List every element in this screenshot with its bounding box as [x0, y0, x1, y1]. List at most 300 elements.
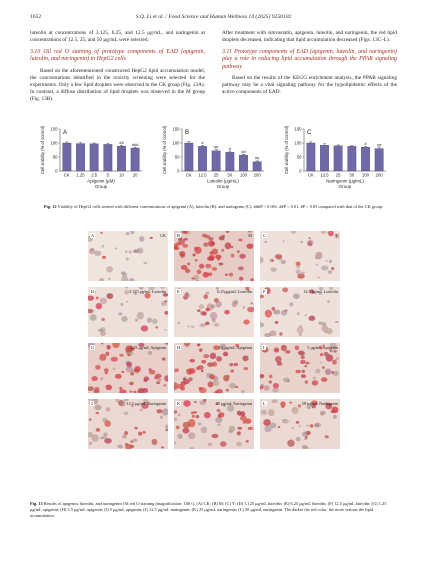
cell — [298, 425, 301, 427]
cell — [162, 357, 166, 360]
cell — [313, 377, 316, 380]
micrograph-image — [174, 343, 254, 393]
micrograph-image — [88, 343, 168, 393]
bar — [63, 143, 71, 171]
bar — [131, 148, 139, 171]
cell — [298, 404, 301, 407]
cell — [246, 440, 249, 443]
figure-label: Fig. 13 — [30, 501, 43, 506]
cell — [322, 322, 327, 326]
cell — [291, 427, 294, 429]
panel-letter: D — [91, 289, 95, 294]
cell — [164, 329, 166, 331]
cell — [225, 274, 229, 276]
cell — [248, 427, 252, 430]
cell — [199, 304, 204, 309]
cell — [106, 293, 113, 299]
cell — [323, 352, 328, 356]
panel-letter: G — [91, 345, 95, 350]
cell — [195, 259, 198, 261]
cell — [201, 360, 206, 364]
cell — [307, 431, 311, 435]
panel-condition-label: 2.5 μg/mL Apigenin — [218, 345, 252, 350]
cell — [126, 257, 129, 260]
cell — [299, 333, 302, 336]
x-tick-label: 200 — [375, 172, 383, 178]
paragraph: After treatment with simvastatin, apigenin, luteolin, and naringenin, the red lipid droplets decreased, indicating that lipid accumulation decreased (Figs. 13C–L). — [222, 30, 397, 44]
cell — [141, 325, 148, 331]
cell — [273, 310, 280, 315]
micrograph-image — [260, 231, 340, 281]
bar-chart-B — [160, 123, 272, 195]
cell — [241, 390, 244, 393]
cell — [322, 366, 325, 369]
cell — [197, 309, 201, 312]
caption-text: Viability of HepG2 cells treated with different concentrations of apigenin (A), luteolin (B), and naringenin (C). ###P < 0.001, ##P < 0.01, #P < 0.05 compared with that of the CK group. — [56, 204, 384, 209]
significance-marker: ### — [131, 142, 139, 147]
cell — [295, 370, 301, 374]
cell — [155, 326, 158, 328]
cell — [307, 406, 311, 410]
cell — [199, 323, 206, 327]
significance-marker: # — [201, 140, 204, 146]
cell — [296, 261, 301, 266]
panel-condition-label: 25 μg/mL Naringenin — [215, 401, 252, 406]
cell — [176, 426, 180, 430]
cell — [269, 375, 273, 379]
cell — [89, 418, 92, 420]
cell — [269, 380, 272, 383]
cell — [275, 321, 279, 324]
y-tick-label: 100 — [50, 140, 58, 146]
cell — [208, 240, 214, 247]
cell — [102, 245, 105, 248]
cell — [94, 250, 101, 255]
cell — [211, 304, 215, 308]
cell — [275, 254, 283, 259]
cell — [307, 240, 313, 246]
micrograph-panel-A — [88, 231, 168, 281]
cell — [265, 310, 272, 318]
cell — [220, 441, 227, 447]
micrograph-image — [88, 287, 168, 337]
cell — [309, 316, 316, 321]
cell — [115, 374, 122, 379]
cell — [331, 410, 335, 413]
cell — [305, 314, 308, 316]
cell — [187, 262, 191, 265]
x-tick-label: 20 — [132, 172, 138, 178]
micrograph-image — [260, 287, 340, 337]
cell — [300, 360, 306, 364]
cell — [304, 365, 307, 367]
micrograph-image — [88, 231, 168, 281]
cell — [197, 344, 200, 346]
panel-condition-label: 12.5 μg/mL Luteolin — [303, 289, 338, 294]
cell — [94, 405, 101, 411]
cell — [321, 325, 328, 332]
cell — [243, 320, 249, 325]
cell — [113, 368, 116, 370]
cell — [90, 314, 97, 321]
y-axis-label: Cell viability (% of control) — [40, 125, 45, 175]
page-number: 1652 — [30, 14, 42, 20]
cell — [310, 424, 314, 428]
bar — [76, 144, 84, 171]
cell — [138, 432, 142, 436]
cell — [327, 300, 330, 303]
bar — [239, 155, 247, 171]
cell — [335, 321, 338, 323]
cell — [211, 434, 218, 438]
cell — [119, 387, 122, 390]
cell — [108, 277, 110, 280]
cell — [200, 400, 206, 405]
cell — [208, 381, 214, 387]
bar — [361, 147, 369, 171]
micrograph-panel-G — [88, 343, 168, 393]
cell — [126, 301, 129, 303]
panel-letter: H — [177, 345, 181, 350]
cell — [306, 425, 309, 427]
cell — [124, 431, 128, 435]
x-tick-label: 1.25 — [76, 172, 85, 178]
bar — [375, 149, 383, 171]
cell — [320, 353, 323, 356]
cell — [314, 422, 321, 427]
cell — [282, 287, 288, 292]
bar — [253, 162, 261, 171]
cell — [126, 366, 133, 372]
cell — [201, 426, 207, 433]
panel-letter: C — [263, 233, 267, 238]
x-tick-label: 25 — [335, 172, 341, 178]
cell — [239, 277, 243, 281]
cell — [317, 277, 320, 279]
cell — [120, 303, 123, 306]
cell — [187, 325, 190, 327]
y-tick-label: 0 — [177, 168, 180, 174]
cell — [111, 357, 118, 362]
section-heading: 3.11 Prototype components of EAD (apigenin, luteolin, and naringenin) play a role in reducing lipid accumulation through the PPAR signaling pathway — [222, 49, 397, 70]
cell — [121, 371, 124, 373]
cell — [188, 432, 195, 439]
cell — [212, 319, 216, 322]
cell — [192, 254, 195, 257]
cell — [281, 260, 286, 264]
cell — [333, 415, 337, 419]
cell — [268, 409, 275, 416]
bar — [90, 144, 98, 171]
cell — [100, 377, 103, 380]
cell — [224, 310, 230, 315]
cell — [121, 316, 127, 322]
cell — [304, 438, 307, 440]
cell — [331, 371, 334, 374]
y-tick-label: 0 — [55, 168, 58, 174]
cell — [208, 442, 212, 446]
cell — [237, 431, 241, 435]
y-axis-label: Cell viability (% of control) — [284, 125, 289, 175]
cell — [242, 306, 245, 309]
cell — [205, 308, 209, 312]
page-header — [30, 14, 397, 24]
cell — [238, 266, 244, 270]
cell — [287, 440, 294, 447]
x-tick-label: CK — [307, 172, 314, 178]
cell — [210, 312, 217, 320]
cell — [297, 312, 300, 315]
cell — [177, 434, 182, 439]
caption-text: Results of apigenin, luteolin, and naringenin Oil red O staining (magnification: 100×). (A) CK; (B) M; (C) Y; (D) 3.125 μg/mL luteolin; (E) 6.25 μg/mL luteolin; (F) 12.5 μg/mL luteolin; (G) 1.25 μg/mL apigenin; (H) 2.5 μg/mL apigenin; (I) 5 μg/mL apigenin; (J) 12.5 μg/mL naringenin; (K) 25 μg/mL naringenin; (L) 50 μg/mL naringenin. The darker the red color, the more serious the lipid accumulation. — [30, 501, 387, 519]
cell — [198, 365, 204, 370]
cell — [209, 255, 215, 261]
cell — [272, 399, 278, 403]
cell — [223, 352, 228, 357]
journal-citation: S.Q. Li et al. / Food Science and Human Wellness 14 (2025) 9250102 — [135, 14, 292, 20]
x-tick-label: 200 — [253, 172, 261, 178]
x-tick-label: CK — [63, 172, 70, 178]
cell — [205, 292, 209, 295]
cell — [107, 345, 111, 350]
cell — [198, 422, 202, 425]
significance-marker: # — [228, 145, 231, 151]
cell — [175, 368, 179, 371]
x-axis-group-label: Group — [216, 184, 230, 189]
cell — [243, 367, 248, 370]
cell — [312, 380, 319, 385]
cell — [163, 384, 166, 386]
y-tick-label: 100 — [294, 140, 302, 146]
cell — [96, 297, 99, 300]
micrograph-panel-E — [174, 287, 254, 337]
significance-marker: ## — [254, 155, 260, 161]
cell — [142, 431, 145, 434]
cell — [204, 412, 211, 418]
cell — [199, 348, 202, 352]
cell — [275, 356, 282, 363]
cell — [218, 263, 223, 266]
cell — [148, 351, 152, 355]
cell — [320, 411, 326, 415]
cell — [102, 256, 106, 259]
cell — [277, 362, 282, 366]
cell — [152, 319, 158, 324]
cell — [212, 381, 219, 386]
x-tick-label: 12.5 — [320, 172, 329, 178]
cell — [205, 235, 210, 239]
bar — [320, 145, 328, 171]
cell — [281, 405, 284, 408]
panel-letter: A — [63, 130, 68, 136]
significance-marker: ## — [376, 142, 382, 148]
cell — [214, 323, 220, 326]
cell — [100, 232, 103, 234]
cell — [124, 412, 129, 415]
cell — [199, 264, 204, 269]
y-axis-label: Cell viability (% of control) — [162, 125, 167, 175]
figure-13-caption — [30, 501, 397, 520]
panel-letter: B — [185, 130, 190, 136]
cell — [296, 269, 301, 274]
micrograph-panel-C — [260, 231, 340, 281]
paragraph: Based on the aforementioned constructed HepG2 lipid accumulation model, the concentrations identified in the toxicity screening were selected for the experiments. Only a few lipid droplets were observed in the CK group (Fig. 13A). In contrast, a diffuse distribution of lipid droplets was observed in the M group (Fig. 13B). — [30, 67, 205, 102]
micrograph-image — [174, 399, 254, 449]
panel-condition-label: 12.5 μg/mL Naringenin — [126, 401, 166, 406]
cell — [281, 310, 287, 316]
cell — [156, 409, 162, 413]
significance-marker: # — [364, 141, 367, 147]
cell — [315, 264, 318, 266]
cell — [216, 409, 220, 412]
x-axis-group-label: Group — [338, 184, 352, 189]
cell — [130, 445, 135, 448]
bar-chart-C — [282, 123, 394, 195]
cell — [236, 442, 242, 447]
cell — [139, 236, 144, 242]
micrograph-image — [260, 399, 340, 449]
bar — [198, 146, 206, 171]
cell — [106, 266, 113, 272]
cell — [205, 264, 211, 269]
cell — [95, 365, 101, 370]
cell — [182, 428, 189, 434]
cell — [160, 416, 163, 419]
x-axis-label: Luteolin (μg/mL) — [207, 178, 239, 184]
cell — [298, 351, 305, 356]
cell — [264, 385, 270, 390]
right-column — [222, 30, 397, 99]
cell — [99, 354, 106, 361]
cell — [126, 232, 130, 235]
cell — [332, 360, 337, 365]
bar — [104, 144, 112, 171]
cell — [137, 248, 143, 254]
cell — [246, 244, 253, 249]
cell — [98, 329, 103, 332]
micrograph-panel-J — [88, 399, 168, 449]
panel-condition-label: 6.25 μg/mL Luteolin — [217, 289, 252, 294]
panel-condition-label: CK — [160, 233, 166, 238]
cell — [270, 422, 277, 428]
cell — [261, 410, 267, 415]
significance-marker: ## — [241, 149, 246, 154]
cell — [289, 402, 292, 404]
cell — [122, 435, 127, 439]
cell — [328, 270, 332, 274]
cell — [91, 376, 97, 381]
micrograph-background — [260, 343, 340, 393]
significance-marker: ## — [119, 140, 124, 146]
cell — [183, 379, 190, 384]
x-tick-label: 50 — [227, 172, 233, 178]
cell — [230, 370, 234, 373]
cell — [283, 378, 290, 383]
cell — [279, 332, 282, 335]
cell — [209, 374, 215, 380]
cell — [203, 272, 209, 278]
cell — [186, 368, 193, 374]
cell — [203, 294, 208, 299]
cell — [327, 232, 330, 234]
cell — [296, 437, 301, 441]
cell — [105, 420, 111, 427]
y-tick-label: 150 — [294, 126, 302, 132]
cell — [293, 293, 300, 299]
figure-label: Fig. 12 — [43, 204, 57, 209]
cell — [315, 252, 322, 260]
cell — [184, 293, 191, 298]
cell — [321, 265, 328, 270]
bar — [212, 151, 220, 171]
cell — [242, 355, 248, 361]
cell — [301, 374, 306, 378]
cell — [233, 363, 238, 366]
cell — [194, 401, 196, 403]
x-tick-label: 12.5 — [198, 172, 207, 178]
panel-condition-label: Y — [334, 233, 338, 238]
cell — [195, 247, 202, 254]
cell — [229, 426, 235, 432]
left-column — [30, 30, 205, 106]
cell — [152, 439, 158, 445]
cell — [177, 322, 180, 325]
cell — [216, 356, 222, 362]
cell — [105, 352, 109, 356]
y-tick-label: 50 — [296, 154, 302, 160]
bar — [307, 143, 315, 171]
cell — [199, 387, 206, 393]
cell — [135, 318, 138, 321]
cell — [295, 346, 300, 351]
cell — [289, 302, 293, 306]
bar — [334, 146, 342, 171]
cell — [178, 238, 185, 245]
cell — [301, 370, 305, 373]
cell — [221, 249, 224, 252]
cell — [215, 417, 222, 423]
cell — [223, 375, 229, 382]
cell — [197, 270, 202, 275]
cell — [161, 446, 164, 448]
micrograph-panel-D — [88, 287, 168, 337]
cell — [324, 435, 328, 438]
micrograph-panel-L — [260, 399, 340, 449]
cell — [331, 267, 334, 270]
section-heading: 3.10 Oil red O staining of prototype components of EAD (apigenin, luteolin, and naringenin) in HepG2 cells — [30, 49, 205, 63]
cell — [216, 301, 222, 308]
cell — [143, 262, 147, 264]
cell — [90, 248, 95, 251]
cell — [212, 267, 217, 271]
figure-12-charts — [30, 123, 397, 195]
cell — [129, 251, 132, 254]
cell — [325, 368, 332, 375]
y-tick-label: 50 — [174, 154, 180, 160]
x-tick-label: 5 — [106, 172, 110, 178]
panel-letter: E — [177, 289, 180, 294]
cell — [201, 311, 207, 315]
cell — [129, 382, 134, 386]
cell — [144, 376, 150, 381]
panel-condition-label: M — [248, 233, 252, 238]
cell — [179, 251, 185, 256]
figure-13-micrographs — [88, 231, 340, 449]
cell — [191, 411, 194, 414]
x-tick-label: 100 — [362, 172, 369, 178]
cell — [264, 241, 267, 243]
cell — [100, 297, 107, 304]
